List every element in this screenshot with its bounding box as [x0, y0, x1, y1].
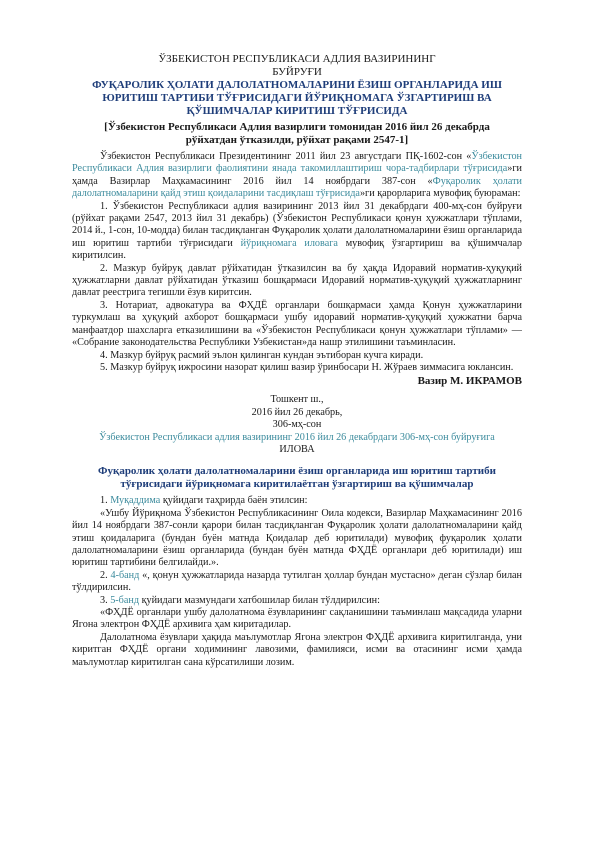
appendix-item-2-num: 2.: [100, 569, 111, 581]
item-1-text: 1. Ўзбекистон Республикаси адлия вазирининг 2013 йил 31 декабрдаги 400-мҳ-сон буйруғи (рўйхат рақами 2547, 2013 йил 31 декабрь) (Ўзбекистон Республикаси қонун ҳужжатлари тўплами, 2014 й., 1-сон, 10-модда) билан тасдиқланган Фуқаролик ҳолати далолатномаларини ёзиш органларида иш юритиш тартиби тўғрисидаги: [72, 200, 522, 249]
document-content: [72, 53, 522, 669]
header-line1: ЎЗБЕКИСТОН РЕСПУБЛИКАСИ АДЛИЯ ВАЗИРИНИНГ: [158, 53, 436, 65]
item-1: [72, 201, 522, 263]
header-line2: БУЙРУҒИ: [272, 66, 322, 78]
link-clause-4[interactable]: 4-банд: [110, 569, 140, 581]
link-resolution-387[interactable]: Фуқаролик ҳолати далолатномаларини қайд этиш қоидаларини тасдиқлаш тўғрисида: [72, 175, 522, 200]
document-title: ФУҚАРОЛИК ҲОЛАТИ ДАЛОЛАТНОМАЛАРИНИ ЁЗИШ ОРГАНЛАРИДА ИШ ЮРИТИШ ТАРТИБИ ТЎҒРИСИДАГИ ЙЎРИҚНОМАГА ЎЗГАРТИРИШ ВА ҚЎШИМЧАЛАР КИРИТИШ ТЎҒРИСИДА: [92, 79, 502, 117]
appendix-item-3-quote-2: Далолатнома ёзувлари ҳақида маълумотлар Ягона электрон ФҲДЁ архивига киритилганда, уни киритган ФҲДЁ органи ходимининг лавозими, фамилияси, исми ва отасининг исми ҳамда маълумотлар киритилган сана кўрсатилиши лозим.: [72, 631, 522, 668]
preamble-text-2: »ги ҳамда Вазирлар Маҳкамасининг 2016 йил 14 ноябрдаги 387-сон «: [72, 163, 522, 187]
appendix-item-1-quote: «Ушбу Йўриқнома Ўзбекистон Республикасининг Оила кодекси, Вазирлар Маҳкамасининг 2016 йил 14 ноябрдаги 387-сонли қарори билан тасдиқланган Фуқаролик ҳолати далолатномаларини қайд этиш қоидаларига (бундан буён матнда Қоидалар деб юритилади) мувофиқ фуқаролик ҳолати далолатномаларини ёзиш органларида (бундан буён матнда ФҲДЁ органлари деб юритилади) иш юритиш тартибини белгилайди.».: [72, 507, 522, 569]
appendix-item-3: [72, 595, 522, 607]
minister-signature: Вазир М. ИКРАМОВ: [417, 375, 522, 388]
place-city: Тошкент ш.,: [270, 394, 324, 406]
link-preamble[interactable]: Муқаддима: [110, 495, 161, 507]
appendix-item-3-quote-1: «ФҲДЁ органлари ушбу далолатнома ёзувларининг сақланишини таъминлаш мақсадида уларни Ягона электрон ФҲДЁ архивига ҳам киритадилар.: [72, 607, 522, 631]
order-number: 306-мҳ-сон: [272, 419, 322, 431]
preamble: [72, 151, 522, 201]
link-clause-5[interactable]: 5-банд: [110, 594, 140, 606]
appendix-label: ИЛОВА: [279, 443, 315, 455]
item-1-text-end: мувофиқ ўзгартириш ва қўшимчалар киритилсин.: [72, 237, 522, 262]
link-decree-pq1602[interactable]: Ўзбекистон Республикаси Адлия вазирлиги фаолиятини янада такомиллаштириш чора-тадбирлари тўғрисида: [72, 151, 522, 175]
item-2: 2. Мазкур буйруқ давлат рўйхатидан ўтказилсин ва бу ҳақда Идоравий норматив-ҳуқуқий ҳужжатларни давлат рўйхатидан ўтказиш бошқармаси Идоравий норматив-ҳуқуқий ҳужжатларнинг давлат реестрига тегишли ёзув киритсин.: [72, 262, 522, 299]
link-instruction-appendix[interactable]: йўриқномага иловага: [240, 237, 338, 249]
appendix-item-3-text: қуйидаги мазмундаги хатбошилар билан тўлдирилсин:: [139, 594, 380, 606]
place-date: 2016 йил 26 декабрь,: [251, 406, 343, 418]
appendix-item-1-num: 1.: [100, 495, 111, 507]
preamble-text-1: Ўзбекистон Республикаси Президентининг 2011 йил 23 августдаги ПҚ-1602-сон «: [100, 151, 472, 162]
appendix-title: Фуқаролик ҳолати далолатномаларини ёзиш органларида иш юритиш тартиби тўғрисидаги йўриқномага киритилаётган ўзгартириш ва қўшимчалар: [98, 465, 496, 491]
appendix-item-2-text: «, қонун ҳужжатларида назарда тутилган ҳоллар бундан мустасно» деган сўзлар билан тўлдирилсин.: [72, 569, 522, 594]
appendix-item-1-text: қуйидаги таҳрирда баён этилсин:: [160, 495, 308, 507]
appendix-item-3-num: 3.: [100, 594, 111, 606]
link-order-306[interactable]: Ўзбекистон Республикаси адлия вазирининг 2016 йил 26 декабрдаги 306-мҳ-сон буйруғига: [99, 431, 495, 443]
item-4: 4. Мазкур буйруқ расмий эълон қилинган кундан эътиборан кучга киради.: [100, 349, 424, 361]
appendix-item-1: [72, 495, 522, 507]
appendix-item-2: [72, 570, 522, 595]
preamble-text-3: »ги қарорларига мувофиқ буюраман:: [359, 188, 521, 200]
item-3: 3. Нотариат, адвокатура ва ФҲДЁ органлари бошқармаси ҳамда Қонун ҳужжатларини туркумлаш ва ҳуқуқий ахборот бошқармаси ушбу идоравий норматив-ҳуқуқий ҳужжатни барча манфаатдор шахсларга етказилишини ва «Ўзбекистон Республикаси қонун ҳужжатлари тўплами» — «Собрание законодательства Республики Узбекистан»да нашр этилишини таъминласин.: [72, 299, 522, 349]
item-5: 5. Мазкур буйруқ ижросини назорат қилиш вазир ўринбосари Н. Жўраев зиммасига юклансин.: [100, 361, 514, 373]
registration-note: [Ўзбекистон Республикаси Адлия вазирлиги томонидан 2016 йил 26 декабрда рўйхатдан ўтказилди, рўйхат рақами 2547-1]: [104, 121, 490, 146]
